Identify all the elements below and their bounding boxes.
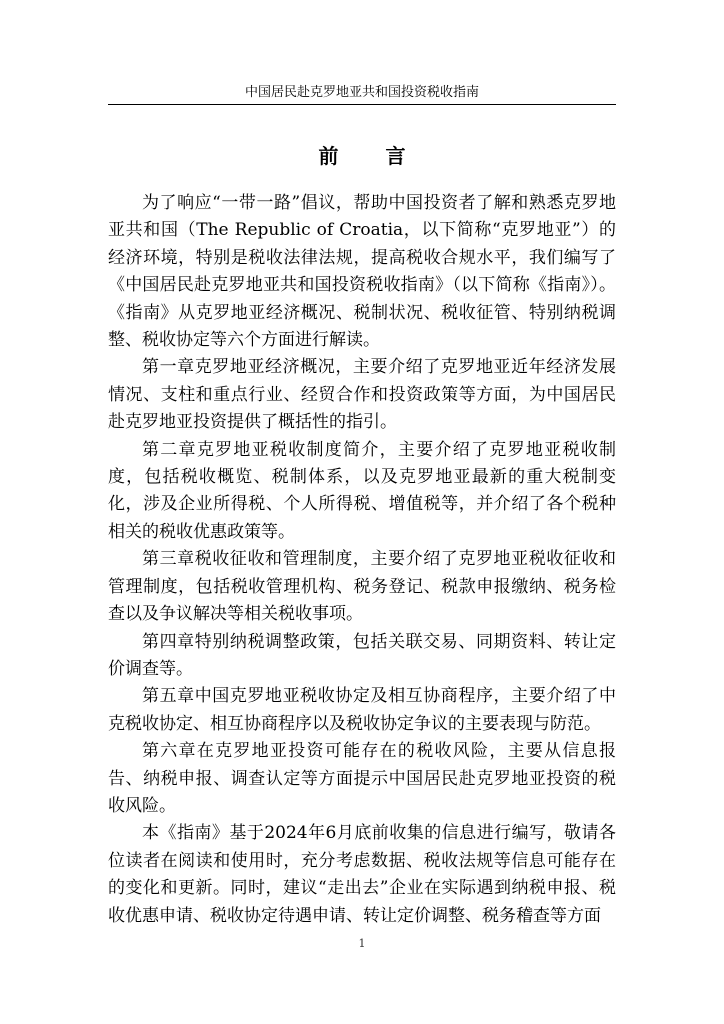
paragraph: 第六章在克罗地亚投资可能存在的税收风险，主要从信息报告、纳税申报、调查认定等方面提示中国居民赴克罗地亚投资的税收风险。: [108, 741, 616, 816]
paragraph: 第五章中国克罗地亚税收协定及相互协商程序，主要介绍了中克税收协定、相互协商程序以及税收协定争议的主要表现与防范。: [108, 686, 616, 734]
page-number: 1: [358, 937, 366, 950]
running-header: 中国居民赴克罗地亚共和国投资税收指南: [244, 85, 479, 100]
paragraph: 第一章克罗地亚经济概况，主要介绍了克罗地亚近年经济发展情况、支柱和重点行业、经贸合作和投资政策等方面，为中国居民赴克罗地亚投资提供了概括性的指引。: [108, 357, 616, 433]
page-title: 前 言: [318, 144, 426, 168]
body-text: [108, 190, 616, 930]
paragraph: 第四章特别纳税调整政策，包括关联交易、同期资料、转让定价调查等。: [108, 631, 616, 679]
paragraph: 第三章税收征收和管理制度，主要介绍了克罗地亚税收征收和管理制度，包括税收管理机构、税务登记、税款申报缴纳、税务检查以及争议解决等相关税收事项。: [108, 549, 616, 625]
paragraph: 第二章克罗地亚税收制度简介，主要介绍了克罗地亚税收制度，包括税收概览、税制体系，以及克罗地亚最新的重大税制变化，涉及企业所得税、个人所得税、增值税等，并介绍了各个税种相关的税收优惠政策等。: [108, 439, 616, 542]
paragraph: 为了响应“一带一路”倡议，帮助中国投资者了解和熟悉克罗地亚共和国（The Republic of Croatia，以下简称“克罗地亚”）的经济环境，特别是税收法律法规，提高税收合规水平，我们编写了《中国居民赴克罗地亚共和国投资税收指南》（以下简称《指南》）。《指南》从克罗地亚经济概况、税制状况、税收征管、特别纳税调整、税收协定等六个方面进行解读。: [108, 193, 616, 351]
header-rule: [108, 104, 616, 105]
paragraph: 本《指南》基于2024年6月底前收集的信息进行编写，敬请各位读者在阅读和使用时，充分考虑数据、税收法规等信息可能存在的变化和更新。同时，建议“走出去”企业在实际遇到纳税申报、税收优惠申请、税收协定待遇申请、转让定价调整、税务稽查等方面: [108, 823, 616, 926]
